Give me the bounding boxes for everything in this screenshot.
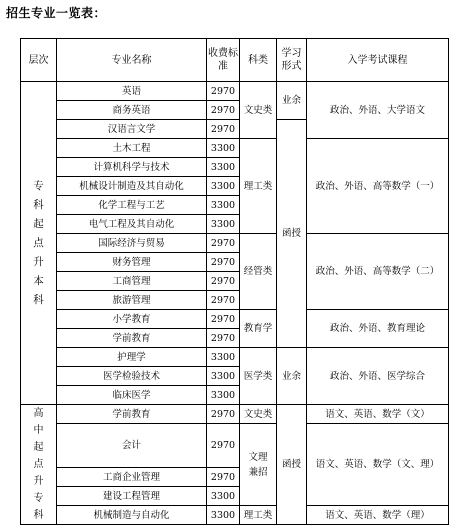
fee-cell: 2970 xyxy=(207,310,240,329)
exam-cell: 政治、外语、高等数学（一） xyxy=(307,139,449,234)
fee-cell: 3300 xyxy=(207,348,240,367)
fee-cell: 2970 xyxy=(207,101,240,120)
level-cell: 专科起点升本科 xyxy=(21,82,57,405)
fee-cell: 2970 xyxy=(207,405,240,424)
table-row xyxy=(21,424,449,468)
major-cell: 工商企业管理 xyxy=(57,468,207,487)
fee-cell: 2970 xyxy=(207,424,240,468)
major-cell: 旅游管理 xyxy=(57,291,207,310)
category-cell: 医学类 xyxy=(240,348,277,405)
major-cell: 小学教育 xyxy=(57,310,207,329)
fee-cell: 2970 xyxy=(207,291,240,310)
major-cell: 商务英语 xyxy=(57,101,207,120)
fee-cell: 3300 xyxy=(207,386,240,405)
major-cell: 财务管理 xyxy=(57,253,207,272)
level-cell: 高中起点升专科 xyxy=(21,405,57,525)
fee-cell: 3300 xyxy=(207,215,240,234)
category-cell: 文理兼招 xyxy=(240,424,277,506)
fee-cell: 3300 xyxy=(207,139,240,158)
exam-cell: 政治、外语、医学综合 xyxy=(307,348,449,405)
fee-cell: 2970 xyxy=(207,234,240,253)
fee-cell: 3300 xyxy=(207,196,240,215)
major-cell: 汉语言文学 xyxy=(57,120,207,139)
table-row xyxy=(21,405,449,424)
exam-cell: 语文、英语、数学（理） xyxy=(307,506,449,525)
category-cell: 文史类 xyxy=(240,405,277,424)
exam-cell: 政治、外语、高等数学（二） xyxy=(307,234,449,310)
table-row xyxy=(21,348,449,367)
table-row xyxy=(21,234,449,253)
exam-cell: 语文、英语、数学（文） xyxy=(307,405,449,424)
page-title: 招生专业一览表： xyxy=(6,6,107,20)
major-cell: 建设工程管理 xyxy=(57,487,207,506)
header-study-mode: 学习形式 xyxy=(277,39,307,82)
major-cell: 医学检验技术 xyxy=(57,367,207,386)
mode-cell: 业余 xyxy=(277,82,307,120)
fee-cell: 2970 xyxy=(207,82,240,101)
mode-cell: 函授 xyxy=(277,120,307,348)
exam-cell: 政治、外语、教育理论 xyxy=(307,310,449,348)
header-level: 层次 xyxy=(21,39,57,82)
major-cell: 土木工程 xyxy=(57,139,207,158)
category-cell: 理工类 xyxy=(240,506,277,525)
table-row xyxy=(21,310,449,329)
exam-cell: 政治、外语、大学语文 xyxy=(307,82,449,139)
major-cell: 英语 xyxy=(57,82,207,101)
major-cell: 临床医学 xyxy=(57,386,207,405)
major-cell: 护理学 xyxy=(57,348,207,367)
major-cell: 国际经济与贸易 xyxy=(57,234,207,253)
fee-cell: 3300 xyxy=(207,487,240,506)
major-cell: 机械制造与自动化 xyxy=(57,506,207,525)
major-cell: 计算机科学与技术 xyxy=(57,158,207,177)
fee-cell: 3300 xyxy=(207,177,240,196)
mode-cell: 业余 xyxy=(277,348,307,405)
fee-cell: 2970 xyxy=(207,253,240,272)
header-category: 科类 xyxy=(240,39,277,82)
fee-cell: 2970 xyxy=(207,272,240,291)
major-cell: 工商管理 xyxy=(57,272,207,291)
fee-cell: 3300 xyxy=(207,158,240,177)
fee-cell: 2970 xyxy=(207,329,240,348)
table-row xyxy=(21,506,449,525)
major-cell: 电气工程及其自动化 xyxy=(57,215,207,234)
header-exam: 入学考试课程 xyxy=(307,39,449,82)
category-cell: 理工类 xyxy=(240,139,277,234)
major-cell: 学前教育 xyxy=(57,329,207,348)
category-cell: 文史类 xyxy=(240,82,277,139)
table-row xyxy=(21,139,449,158)
table-row xyxy=(21,82,449,101)
fee-cell: 2970 xyxy=(207,468,240,487)
header-fee: 收费标准 xyxy=(207,39,240,82)
fee-cell: 2970 xyxy=(207,120,240,139)
header-major: 专业名称 xyxy=(57,39,207,82)
fee-cell: 3300 xyxy=(207,367,240,386)
fee-cell: 3300 xyxy=(207,506,240,525)
category-cell: 教育学 xyxy=(240,310,277,348)
mode-cell: 函授 xyxy=(277,405,307,525)
major-cell: 会计 xyxy=(57,424,207,468)
major-cell: 化学工程与工艺 xyxy=(57,196,207,215)
header-row xyxy=(21,39,449,82)
exam-cell: 语文、英语、数学（文、理） xyxy=(307,424,449,506)
enrollment-table xyxy=(20,38,449,525)
category-cell: 经管类 xyxy=(240,234,277,310)
major-cell: 机械设计制造及其自动化 xyxy=(57,177,207,196)
major-cell: 学前教育 xyxy=(57,405,207,424)
